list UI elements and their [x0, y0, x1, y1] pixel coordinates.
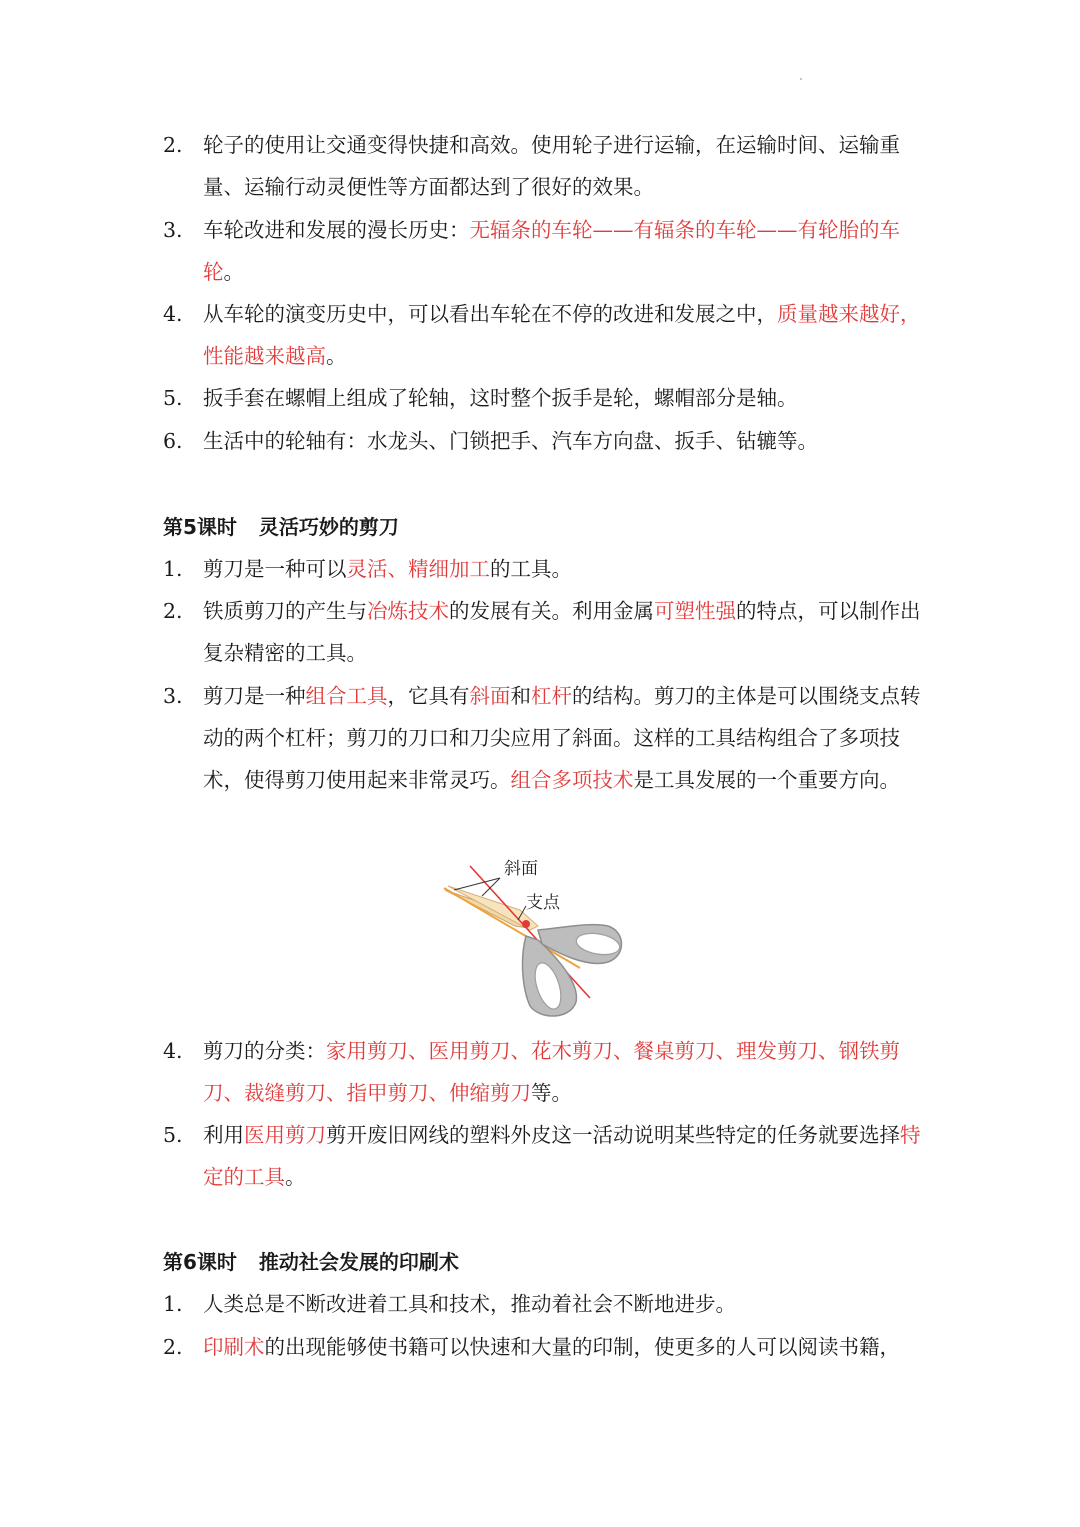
- scissors-figure: [430, 848, 640, 1023]
- list-item: [163, 590, 923, 674]
- text-run: 是工具发展的一个重要方向。: [633, 768, 900, 792]
- highlighted-text: 冶炼技术: [367, 599, 449, 623]
- text-run: 的结构。剪刀的主体是可以围绕支点转动的两个杠杆；剪刀的刀口和刀尖应用了斜面。这样的工具结构组合了多项技术，使得剪刀使用起来非常灵巧。: [203, 684, 921, 792]
- list-item: [163, 675, 923, 801]
- text-run: 等。: [531, 1081, 572, 1105]
- list-item: [163, 1326, 923, 1368]
- highlighted-text: 可塑性强: [654, 599, 736, 623]
- text-run: 的工具。: [490, 557, 572, 581]
- item-number: 2.: [163, 1335, 183, 1359]
- item-number: 5.: [163, 386, 183, 410]
- text-run: ，它具有: [387, 684, 470, 708]
- text-run: 轮子的使用让交通变得快捷和高效。使用轮子进行运输，在运输时间、运输重量、运输行动灵便性等方面都达到了很好的效果。: [203, 133, 900, 199]
- highlighted-text: 无辐条的车轮——有辐条的车轮——有轮胎的车轮: [203, 218, 900, 284]
- highlighted-text: 家用剪刀、医用剪刀、花木剪刀、餐桌剪刀、理发剪刀、钢铁剪刀、裁缝剪刀、指甲剪刀、伸缩剪刀: [203, 1039, 900, 1105]
- list-item: [163, 1030, 923, 1114]
- list-item: [163, 1114, 923, 1198]
- list-item: [163, 420, 923, 462]
- item-text: [203, 293, 923, 377]
- text-run: 生活中的轮轴有：水龙头、门锁把手、汽车方向盘、扳手、钻辘等。: [203, 429, 818, 453]
- highlighted-text: 组合多项技术: [510, 768, 634, 792]
- item-number: 5.: [163, 1123, 183, 1147]
- item-number: 2.: [163, 599, 183, 623]
- text-run: 扳手套在螺帽上组成了轮轴，这时整个扳手是轮，螺帽部分是轴。: [203, 386, 798, 410]
- item-text: [203, 209, 923, 293]
- text-run: 的发展有关。利用金属: [449, 599, 654, 623]
- list-item: [163, 124, 923, 208]
- list-item: [163, 293, 923, 377]
- item-number: 3.: [163, 684, 183, 708]
- lesson-5-heading: [163, 512, 399, 542]
- text-run: 利用: [203, 1123, 244, 1147]
- highlighted-text: 印刷术: [203, 1335, 265, 1359]
- item-number: 1.: [163, 557, 183, 581]
- text-run: 的特点，可以制作出复杂精密的工具。: [203, 599, 921, 665]
- text-run: 。: [223, 260, 244, 284]
- item-text: [203, 1114, 923, 1198]
- text-run: 铁质剪刀的产生与: [203, 599, 367, 623]
- item-text: [203, 1326, 923, 1368]
- highlighted-text: 特定的工具: [203, 1123, 921, 1189]
- list-item: [163, 548, 923, 590]
- fulcrum-label: 支点: [526, 893, 560, 913]
- item-text: [203, 548, 923, 590]
- bevel-label: 斜面: [504, 859, 538, 879]
- list-item: [163, 1283, 923, 1325]
- scan-speck: [800, 78, 802, 80]
- item-text: [203, 590, 923, 674]
- text-run: 剪刀是一种: [203, 684, 306, 708]
- highlighted-text: 医用剪刀: [244, 1123, 326, 1147]
- lesson-number: 第5课时: [163, 515, 237, 539]
- highlighted-text: 灵活、精细加工: [346, 557, 490, 581]
- text-run: 剪刀是一种可以: [203, 557, 347, 581]
- text-run: 和: [510, 684, 531, 708]
- item-number: 6.: [163, 429, 183, 453]
- item-text: [203, 420, 923, 462]
- text-run: 。: [285, 1165, 306, 1189]
- text-run: 剪开废旧网线的塑料外皮这一活动说明某些特定的任务就要选择: [326, 1123, 900, 1147]
- item-text: [203, 377, 923, 419]
- list-item: [163, 377, 923, 419]
- text-run: 剪刀的分类：: [203, 1039, 326, 1063]
- item-text: [203, 675, 923, 801]
- highlighted-text: 组合工具: [305, 684, 388, 708]
- item-number: 1.: [163, 1292, 183, 1316]
- text-run: 人类总是不断改进着工具和技术，推动着社会不断地进步。: [203, 1292, 736, 1316]
- lesson-number: 第6课时: [163, 1250, 237, 1274]
- text-run: 。: [326, 344, 347, 368]
- item-text: [203, 1030, 923, 1114]
- item-number: 4.: [163, 1039, 183, 1063]
- highlighted-text: 杠杆: [531, 684, 572, 708]
- item-number: 3.: [163, 218, 183, 242]
- highlighted-text: 质量越来越好，性能越来越高: [203, 302, 921, 368]
- text-run: 车轮改进和发展的漫长历史：: [203, 218, 470, 242]
- list-item: [163, 209, 923, 293]
- lesson-title: 推动社会发展的印刷术: [258, 1250, 459, 1274]
- text-run: 的出现能够使书籍可以快速和大量的印制，使更多的人可以阅读书籍，: [264, 1335, 900, 1359]
- item-text: [203, 1283, 923, 1325]
- item-number: 4.: [163, 302, 183, 326]
- item-text: [203, 124, 923, 208]
- highlighted-text: 斜面: [469, 684, 511, 708]
- item-number: 2.: [163, 133, 183, 157]
- lesson-title: 灵活巧妙的剪刀: [258, 515, 399, 539]
- text-run: 从车轮的演变历史中，可以看出车轮在不停的改进和发展之中，: [203, 302, 777, 326]
- lesson-6-heading: [163, 1247, 459, 1277]
- scissors-icon: [430, 848, 640, 1023]
